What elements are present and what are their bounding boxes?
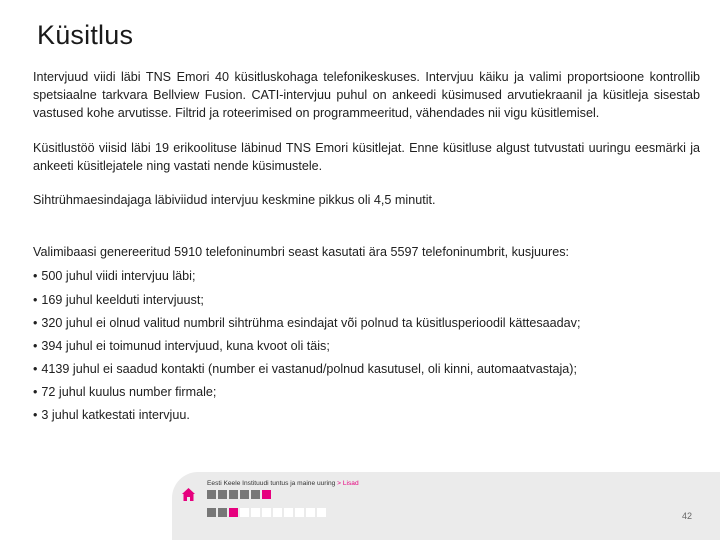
page-number: 42 [682,511,693,521]
list-item-text: 72 juhul kuulus number firmale; [41,384,217,399]
bullet: • [33,315,38,330]
nav-square[interactable] [251,508,260,517]
nav-square[interactable] [218,490,227,499]
paragraph-interviews: Intervjuud viidi läbi TNS Emori 40 küsitluskohaga telefonikeskuses. Intervjuu käiku ja valimi proportsioone kontrollib spetsiaalne tarkvara Bellview Fusion. CATI-intervjuu puhul on ankeedi küsimused arvutiekraanil ja küsitleja sisestab vastused kohe arvutisse. Filtrid ja roteerimised on programmeeritud, vähendades nii vigu küsitlemisel. [33,70,700,121]
paragraph-duration: Sihtrühmaesindajaga läbiviidud intervjuu keskmine pikkus oli 4,5 minutit. [33,193,436,208]
list-item [33,406,700,424]
nav-square[interactable] [295,508,304,517]
list-item-text: 3 juhul katkestati intervjuu. [41,407,190,422]
bullet: • [33,269,38,284]
breadcrumb-deck-title[interactable]: Eesti Keele Instituudi tuntus ja maine uuring [207,480,336,487]
nav-square[interactable] [306,508,315,517]
bullet: • [33,407,38,422]
paragraph-interviewers: Küsitlustöö viisid läbi 19 erikoolituse läbinud TNS Emori küsitlejat. Enne küsitluse algust tutvustati uuringu eesmärki ja ankeeti küsitlejatele ning vastati nende küsimustele. [33,140,700,173]
list-item-text: 500 juhul viidi intervjuu läbi; [41,269,196,284]
list-item-text: 169 juhul keelduti intervjuust; [41,292,204,307]
list-item-text: 320 juhul ei olnud valitud numbril sihtrühma esindajat või polnud ta küsitlusperioodil kättesaadav; [41,315,581,330]
list-item [33,314,700,332]
nav-square[interactable] [207,490,216,499]
nav-square[interactable] [218,508,227,517]
nav-square[interactable] [229,490,238,499]
nav-square[interactable] [317,508,326,517]
paragraph-sample: Valimibaasi genereeritud 5910 telefoninumbri seast kasutati ära 5597 telefoninumbrit, kusjuures: [33,245,570,260]
section-nav-row [207,490,271,499]
nav-square[interactable] [273,508,282,517]
list-item [33,360,700,378]
sample-breakdown-list [33,267,700,424]
nav-square[interactable] [251,490,260,499]
bullet: • [33,292,38,307]
bullet: • [33,361,38,376]
list-item [33,383,700,401]
nav-square[interactable] [262,508,271,517]
nav-square[interactable] [284,508,293,517]
slide-body [33,68,700,429]
bullet: • [33,384,38,399]
slide-nav-row [207,508,326,517]
nav-square[interactable] [207,508,216,517]
footer-breadcrumb [207,480,359,487]
nav-square[interactable] [240,508,249,517]
nav-square[interactable] [262,490,271,499]
list-item [33,337,700,355]
bullet: • [33,338,38,353]
breadcrumb-separator: > [337,480,341,487]
list-item [33,291,700,309]
breadcrumb-section[interactable]: Lisad [342,480,359,487]
list-item-text: 394 juhul ei toimunud intervjuud, kuna kvoot oli täis; [41,338,330,353]
nav-square[interactable] [229,508,238,517]
list-item [33,267,700,285]
nav-square[interactable] [240,490,249,499]
home-icon[interactable] [181,487,196,502]
slide-title: Küsitlus [37,20,134,50]
list-item-text: 4139 juhul ei saadud kontakti (number ei vastanud/polnud kasutusel, oli kinni, automaatvastaja); [41,361,577,376]
